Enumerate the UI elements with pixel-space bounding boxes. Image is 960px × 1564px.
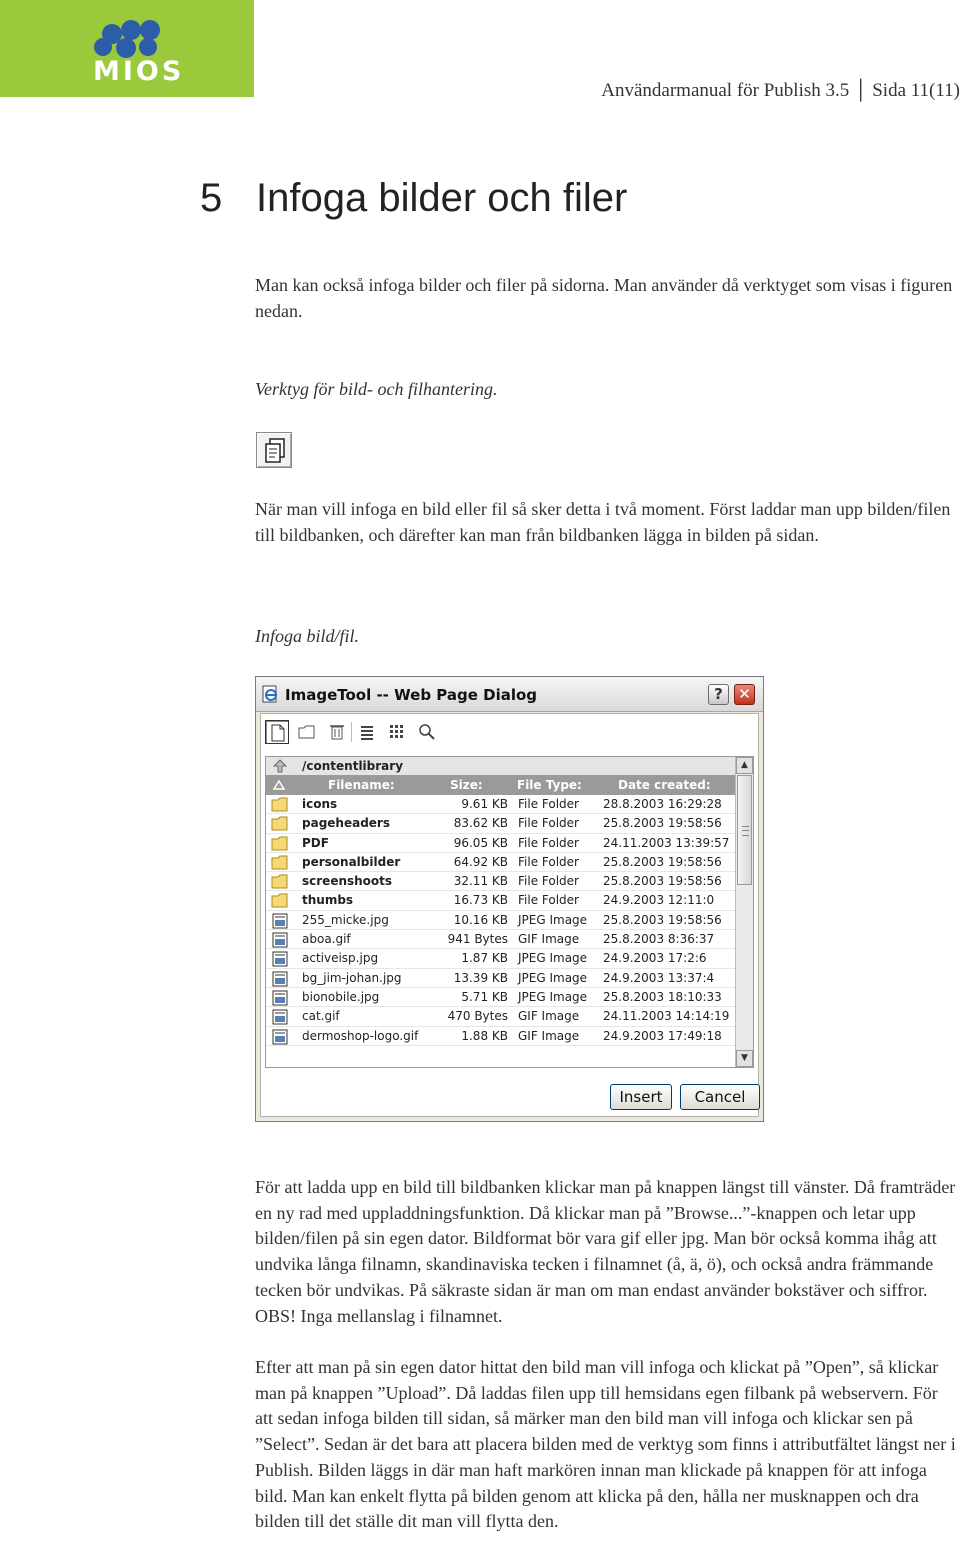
file-row[interactable] bbox=[266, 872, 736, 891]
file-name: bg_jim-johan.jpg bbox=[302, 970, 402, 985]
column-date[interactable]: Date created: bbox=[618, 778, 711, 792]
file-name: pageheaders bbox=[302, 816, 390, 831]
file-row[interactable] bbox=[266, 949, 736, 968]
image-file-icon bbox=[271, 932, 289, 948]
file-type: File Folder bbox=[518, 835, 579, 850]
file-date: 25.8.2003 19:58:56 bbox=[603, 854, 722, 869]
file-size: 470 Bytes bbox=[447, 1009, 508, 1024]
file-type: File Folder bbox=[518, 816, 579, 831]
file-type: File Folder bbox=[518, 893, 579, 908]
file-date: 24.9.2003 17:2:6 bbox=[603, 951, 707, 966]
folder-icon bbox=[271, 836, 289, 851]
copy-pages-icon bbox=[264, 438, 286, 464]
dialog-caption: Infoga bild/fil. bbox=[255, 626, 360, 646]
imagetool-dialog bbox=[255, 676, 764, 1122]
insert-button[interactable]: Insert bbox=[610, 1084, 672, 1110]
file-row[interactable] bbox=[266, 891, 736, 910]
file-size: 64.92 KB bbox=[453, 854, 508, 869]
file-size: 16.73 KB bbox=[453, 893, 508, 908]
folder-icon bbox=[271, 816, 289, 831]
file-row[interactable] bbox=[266, 1007, 736, 1026]
thumbnail-grid-icon bbox=[388, 723, 406, 741]
file-row[interactable] bbox=[266, 814, 736, 833]
file-row[interactable] bbox=[266, 911, 736, 930]
file-size: 941 Bytes bbox=[447, 932, 508, 947]
file-date: 25.8.2003 19:58:56 bbox=[603, 874, 722, 889]
file-name: personalbilder bbox=[302, 854, 401, 869]
file-type: GIF Image bbox=[518, 1028, 580, 1043]
file-date: 25.8.2003 8:36:37 bbox=[603, 932, 715, 947]
image-tool-button[interactable] bbox=[256, 432, 292, 468]
file-row[interactable] bbox=[266, 930, 736, 949]
image-file-icon bbox=[271, 913, 289, 929]
column-header bbox=[266, 775, 736, 795]
file-type: File Folder bbox=[518, 874, 579, 889]
dialog-titlebar[interactable] bbox=[256, 677, 763, 712]
file-rows bbox=[266, 795, 736, 1046]
vertical-scrollbar[interactable] bbox=[735, 757, 753, 1067]
column-size[interactable]: Size: bbox=[450, 778, 483, 792]
file-date: 24.9.2003 13:37:4 bbox=[603, 970, 715, 985]
file-size: 96.05 KB bbox=[453, 835, 508, 850]
magnifier-icon bbox=[418, 723, 436, 741]
help-button[interactable]: ? bbox=[708, 684, 729, 705]
file-row[interactable] bbox=[266, 795, 736, 814]
dialog-body bbox=[260, 713, 759, 1117]
file-size: 10.16 KB bbox=[453, 912, 508, 927]
folder-icon bbox=[271, 797, 289, 812]
file-name: thumbs bbox=[302, 893, 354, 908]
file-name: PDF bbox=[302, 835, 329, 850]
close-button[interactable]: ✕ bbox=[734, 684, 755, 705]
file-size: 83.62 KB bbox=[453, 816, 508, 831]
file-type: File Folder bbox=[518, 854, 579, 869]
upload-paragraph: För att ladda upp en bild till bildbanken klickar man på knappen längst till vänster. Då framträder en ny rad med uppladdningsfunktion. Då klickar man på ”Browse...”-knappen och letar upp bilden/filen på sin egen dator. Bildformat bör vara gif eller jpg. Man bör också komma ihåg att undvika långa filnamn, skandinaviska tecken i filnamnet (å, ä, ö), och också andra främmande tecken bör undvikas. På säkraste sidan är man om man endast använder bokstäver och siffror. OBS! Inga mellanslag i filnamnet. bbox=[255, 1177, 956, 1326]
file-name: 255_micke.jpg bbox=[302, 912, 389, 927]
moments-paragraph: När man vill infoga en bild eller fil så sker detta i två moment. Först laddar man upp bilden/filen till bildbanken, och därefter kan man från bildbanken lägga in bilden på sidan. bbox=[255, 499, 951, 545]
cancel-button[interactable]: Cancel bbox=[680, 1084, 760, 1110]
intro-paragraph: Man kan också infoga bilder och filer på sidorna. Man använder då verktyget som visas i figuren nedan. bbox=[255, 275, 953, 321]
file-name: activeisp.jpg bbox=[302, 951, 379, 966]
file-date: 28.8.2003 16:29:28 bbox=[603, 797, 722, 811]
chapter-number: 5 bbox=[200, 176, 223, 220]
file-row[interactable] bbox=[266, 834, 736, 853]
file-name: screenshoots bbox=[302, 874, 393, 889]
file-name: bionobile.jpg bbox=[302, 989, 380, 1004]
image-file-icon bbox=[271, 1009, 289, 1025]
file-type: GIF Image bbox=[518, 1009, 580, 1024]
ie-page-icon bbox=[261, 685, 279, 703]
file-name: icons bbox=[302, 797, 338, 811]
dialog-title: ImageTool -- Web Page Dialog bbox=[285, 686, 538, 704]
scroll-up-button[interactable]: ▲ bbox=[736, 757, 753, 774]
tool-caption: Verktyg för bild- och filhantering. bbox=[255, 379, 498, 399]
file-date: 24.11.2003 13:39:57 bbox=[603, 835, 730, 850]
delete-button[interactable] bbox=[325, 720, 349, 744]
file-type: GIF Image bbox=[518, 932, 580, 947]
file-type: JPEG Image bbox=[518, 912, 588, 927]
file-list bbox=[265, 756, 754, 1068]
list-view-icon bbox=[358, 723, 376, 741]
insert-paragraph: Efter att man på sin egen dator hittat den bild man vill infoga och klickat på ”Open”, så klickar man på knappen ”Upload”. Då laddas filen upp till hemsidans egen filbank på webservern. För att sedan infoga bilden till sidan, så märker man den bild man vill infoga och klickar sen på ”Select”. Sedan är det bara att placera bilden med de verktyg som finns i attributfältet längst ner i Publish. Bilden läggs in där man haft markören innan man klickade på knappen för att infoga bild. Man kan enkelt flytta på bilden genom att klicka på den, hålla ner musknappen och dra bilden till det ställe dit man vill flytta den. bbox=[255, 1357, 956, 1532]
current-path: /contentlibrary bbox=[302, 759, 404, 773]
new-folder-button[interactable] bbox=[295, 720, 319, 744]
file-date: 25.8.2003 18:10:33 bbox=[603, 989, 722, 1004]
scroll-thumb[interactable] bbox=[737, 775, 752, 885]
folder-up-icon bbox=[272, 759, 288, 773]
image-file-icon bbox=[271, 990, 289, 1006]
image-file-icon bbox=[271, 951, 289, 967]
trash-icon bbox=[328, 723, 346, 741]
file-date: 25.8.2003 19:58:56 bbox=[603, 912, 722, 927]
file-type: JPEG Image bbox=[518, 951, 588, 966]
search-button[interactable] bbox=[415, 720, 439, 744]
thumbnail-view-button[interactable] bbox=[385, 720, 409, 744]
file-date: 24.9.2003 12:11:0 bbox=[603, 893, 715, 908]
chapter-heading bbox=[200, 176, 627, 221]
file-name: dermoshop-logo.gif bbox=[302, 1028, 419, 1043]
chapter-title: Infoga bilder och filer bbox=[256, 176, 628, 220]
page-header: Användarmanual för Publish 3.5 │ Sida 11(11) bbox=[601, 80, 960, 101]
file-type: File Folder bbox=[518, 797, 579, 811]
file-size: 9.61 KB bbox=[461, 797, 508, 811]
folder-icon bbox=[271, 893, 289, 908]
list-view-button[interactable] bbox=[355, 720, 379, 744]
column-filename[interactable]: Filename: bbox=[328, 778, 395, 792]
file-row[interactable] bbox=[266, 1027, 736, 1046]
file-type: JPEG Image bbox=[518, 970, 588, 985]
toolbar-separator bbox=[351, 722, 352, 742]
file-row[interactable] bbox=[266, 969, 736, 988]
logo-text: MIOS bbox=[93, 56, 185, 87]
file-size: 1.87 KB bbox=[461, 951, 508, 966]
file-size: 32.11 KB bbox=[453, 874, 508, 889]
file-date: 24.11.2003 14:14:19 bbox=[603, 1009, 730, 1024]
image-file-icon bbox=[271, 971, 289, 987]
file-size: 5.71 KB bbox=[461, 989, 508, 1004]
folder-icon bbox=[271, 855, 289, 870]
file-name: cat.gif bbox=[302, 1009, 340, 1024]
mios-logo bbox=[0, 0, 254, 97]
new-page-icon bbox=[269, 724, 287, 742]
file-date: 25.8.2003 19:58:56 bbox=[603, 816, 722, 831]
file-size: 1.88 KB bbox=[461, 1028, 508, 1043]
sort-icon bbox=[271, 778, 287, 792]
scroll-down-button[interactable]: ▼ bbox=[736, 1050, 753, 1067]
folder-icon bbox=[271, 874, 289, 889]
path-row[interactable] bbox=[266, 757, 736, 775]
file-name: aboa.gif bbox=[302, 932, 351, 947]
folder-icon bbox=[298, 723, 316, 741]
file-size: 13.39 KB bbox=[453, 970, 508, 985]
upload-button[interactable] bbox=[265, 720, 289, 744]
file-type: JPEG Image bbox=[518, 989, 588, 1004]
file-row[interactable] bbox=[266, 988, 736, 1007]
file-date: 24.9.2003 17:49:18 bbox=[603, 1028, 722, 1043]
file-row[interactable] bbox=[266, 853, 736, 872]
image-file-icon bbox=[271, 1029, 289, 1045]
column-filetype[interactable]: File Type: bbox=[517, 778, 582, 792]
